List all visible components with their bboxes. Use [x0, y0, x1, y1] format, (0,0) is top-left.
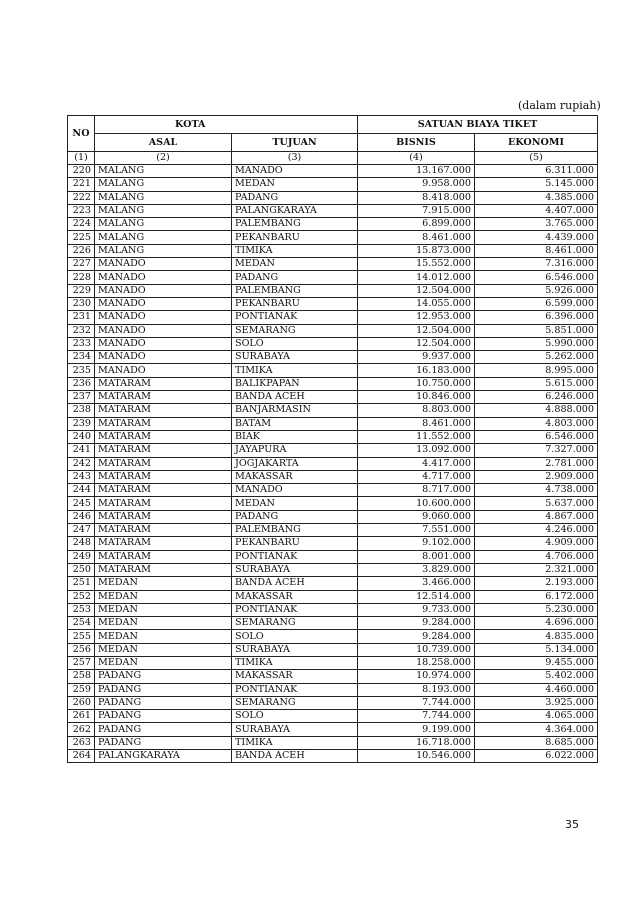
destination-city: MANADO: [232, 484, 358, 497]
table-row: [68, 231, 598, 244]
economy-fare: 5.230.000: [475, 603, 598, 616]
origin-city: PADANG: [95, 683, 232, 696]
economy-fare: 6.396.000: [475, 311, 598, 324]
origin-city: PADANG: [95, 736, 232, 749]
economy-fare: 2.909.000: [475, 470, 598, 483]
row-number: 258: [68, 670, 95, 683]
destination-city: MAKASSAR: [232, 670, 358, 683]
destination-city: PALEMBANG: [232, 218, 358, 231]
header-satuan-biaya: SATUAN BIAYA TIKET: [358, 116, 598, 134]
origin-city: MEDAN: [95, 603, 232, 616]
business-fare: 12.504.000: [358, 337, 475, 350]
row-number: 252: [68, 590, 95, 603]
business-fare: 7.915.000: [358, 204, 475, 217]
table-row: [68, 736, 598, 749]
destination-city: SEMARANG: [232, 324, 358, 337]
destination-city: JAYAPURA: [232, 444, 358, 457]
economy-fare: 4.065.000: [475, 710, 598, 723]
business-fare: 9.102.000: [358, 537, 475, 550]
column-number: (4): [358, 152, 475, 165]
business-fare: 9.060.000: [358, 510, 475, 523]
destination-city: BIAK: [232, 430, 358, 443]
destination-city: TIMIKA: [232, 736, 358, 749]
row-number: 233: [68, 337, 95, 350]
economy-fare: 5.990.000: [475, 337, 598, 350]
table-row: [68, 510, 598, 523]
origin-city: MANADO: [95, 297, 232, 310]
table-row: [68, 204, 598, 217]
row-number: 246: [68, 510, 95, 523]
destination-city: SOLO: [232, 710, 358, 723]
economy-fare: 6.546.000: [475, 430, 598, 443]
row-number: 242: [68, 457, 95, 470]
destination-city: PONTIANAK: [232, 550, 358, 563]
origin-city: MATARAM: [95, 510, 232, 523]
table-row: [68, 550, 598, 563]
economy-fare: 5.262.000: [475, 351, 598, 364]
row-number: 228: [68, 271, 95, 284]
row-number: 239: [68, 417, 95, 430]
origin-city: MALANG: [95, 244, 232, 257]
economy-fare: 9.455.000: [475, 656, 598, 669]
column-number: (3): [232, 152, 358, 165]
origin-city: MALANG: [95, 204, 232, 217]
business-fare: 9.733.000: [358, 603, 475, 616]
business-fare: 9.284.000: [358, 630, 475, 643]
economy-fare: 6.599.000: [475, 297, 598, 310]
table-row: [68, 630, 598, 643]
row-number: 238: [68, 404, 95, 417]
origin-city: MATARAM: [95, 470, 232, 483]
business-fare: 10.546.000: [358, 750, 475, 763]
business-fare: 10.739.000: [358, 643, 475, 656]
business-fare: 7.551.000: [358, 524, 475, 537]
row-number: 231: [68, 311, 95, 324]
row-number: 245: [68, 497, 95, 510]
business-fare: 16.183.000: [358, 364, 475, 377]
business-fare: 12.504.000: [358, 324, 475, 337]
row-number: 254: [68, 617, 95, 630]
destination-city: TIMIKA: [232, 364, 358, 377]
business-fare: 14.055.000: [358, 297, 475, 310]
economy-fare: 5.851.000: [475, 324, 598, 337]
origin-city: PADANG: [95, 710, 232, 723]
table-row: [68, 444, 598, 457]
destination-city: BANDA ACEH: [232, 750, 358, 763]
destination-city: BALIKPAPAN: [232, 377, 358, 390]
origin-city: MANADO: [95, 311, 232, 324]
economy-fare: 4.385.000: [475, 191, 598, 204]
economy-fare: 4.407.000: [475, 204, 598, 217]
destination-city: PALEMBANG: [232, 524, 358, 537]
origin-city: MALANG: [95, 165, 232, 178]
business-fare: 3.829.000: [358, 563, 475, 576]
column-number-row: [68, 152, 598, 165]
table-row: [68, 577, 598, 590]
business-fare: 10.600.000: [358, 497, 475, 510]
origin-city: MANADO: [95, 351, 232, 364]
origin-city: PADANG: [95, 723, 232, 736]
origin-city: MANADO: [95, 324, 232, 337]
origin-city: PADANG: [95, 696, 232, 709]
origin-city: MATARAM: [95, 417, 232, 430]
business-fare: 8.461.000: [358, 231, 475, 244]
economy-fare: 4.246.000: [475, 524, 598, 537]
business-fare: 12.514.000: [358, 590, 475, 603]
row-number: 241: [68, 444, 95, 457]
economy-fare: 4.888.000: [475, 404, 598, 417]
origin-city: PADANG: [95, 670, 232, 683]
economy-fare: 7.316.000: [475, 258, 598, 271]
row-number: 227: [68, 258, 95, 271]
destination-city: TIMIKA: [232, 656, 358, 669]
business-fare: 12.953.000: [358, 311, 475, 324]
origin-city: MATARAM: [95, 457, 232, 470]
economy-fare: 5.402.000: [475, 670, 598, 683]
table-row: [68, 670, 598, 683]
origin-city: MALANG: [95, 178, 232, 191]
origin-city: MATARAM: [95, 484, 232, 497]
origin-city: MATARAM: [95, 497, 232, 510]
origin-city: MATARAM: [95, 563, 232, 576]
business-fare: 11.552.000: [358, 430, 475, 443]
economy-fare: 4.706.000: [475, 550, 598, 563]
table-row: [68, 165, 598, 178]
row-number: 224: [68, 218, 95, 231]
destination-city: BANDA ACEH: [232, 391, 358, 404]
economy-fare: 4.364.000: [475, 723, 598, 736]
destination-city: SOLO: [232, 337, 358, 350]
origin-city: MATARAM: [95, 524, 232, 537]
row-number: 262: [68, 723, 95, 736]
table-row: [68, 391, 598, 404]
destination-city: MEDAN: [232, 258, 358, 271]
table-row: [68, 417, 598, 430]
origin-city: MATARAM: [95, 444, 232, 457]
table-row: [68, 271, 598, 284]
destination-city: PALANGKARAYA: [232, 204, 358, 217]
table-row: [68, 364, 598, 377]
economy-fare: 6.246.000: [475, 391, 598, 404]
origin-city: MATARAM: [95, 404, 232, 417]
destination-city: SURABAYA: [232, 563, 358, 576]
table-row: [68, 377, 598, 390]
business-fare: 16.718.000: [358, 736, 475, 749]
economy-fare: 4.803.000: [475, 417, 598, 430]
destination-city: PEKANBARU: [232, 231, 358, 244]
table-row: [68, 683, 598, 696]
origin-city: MALANG: [95, 231, 232, 244]
table-row: [68, 470, 598, 483]
destination-city: SEMARANG: [232, 617, 358, 630]
row-number: 225: [68, 231, 95, 244]
row-number: 234: [68, 351, 95, 364]
business-fare: 7.744.000: [358, 696, 475, 709]
table-row: [68, 484, 598, 497]
destination-city: PEKANBARU: [232, 297, 358, 310]
destination-city: SOLO: [232, 630, 358, 643]
economy-fare: 4.867.000: [475, 510, 598, 523]
economy-fare: 3.765.000: [475, 218, 598, 231]
economy-fare: 6.311.000: [475, 165, 598, 178]
row-number: 226: [68, 244, 95, 257]
table-row: [68, 337, 598, 350]
header-ekonomi: EKONOMI: [475, 134, 598, 152]
origin-city: MANADO: [95, 364, 232, 377]
origin-city: MATARAM: [95, 550, 232, 563]
destination-city: TIMIKA: [232, 244, 358, 257]
table-row: [68, 404, 598, 417]
destination-city: MANADO: [232, 165, 358, 178]
business-fare: 9.958.000: [358, 178, 475, 191]
row-number: 248: [68, 537, 95, 550]
table-row: [68, 656, 598, 669]
origin-city: MANADO: [95, 258, 232, 271]
business-fare: 18.258.000: [358, 656, 475, 669]
origin-city: MEDAN: [95, 577, 232, 590]
row-number: 249: [68, 550, 95, 563]
table-row: [68, 284, 598, 297]
destination-city: SURABAYA: [232, 723, 358, 736]
destination-city: SURABAYA: [232, 643, 358, 656]
row-number: 247: [68, 524, 95, 537]
origin-city: MEDAN: [95, 617, 232, 630]
business-fare: 8.803.000: [358, 404, 475, 417]
row-number: 223: [68, 204, 95, 217]
business-fare: 13.167.000: [358, 165, 475, 178]
origin-city: MATARAM: [95, 377, 232, 390]
business-fare: 6.899.000: [358, 218, 475, 231]
business-fare: 8.001.000: [358, 550, 475, 563]
table-row: [68, 524, 598, 537]
economy-fare: 5.145.000: [475, 178, 598, 191]
business-fare: 8.418.000: [358, 191, 475, 204]
destination-city: SEMARANG: [232, 696, 358, 709]
business-fare: 10.846.000: [358, 391, 475, 404]
column-number: (1): [68, 152, 95, 165]
table-row: [68, 430, 598, 443]
row-number: 220: [68, 165, 95, 178]
row-number: 240: [68, 430, 95, 443]
economy-fare: 5.637.000: [475, 497, 598, 510]
table-row: [68, 537, 598, 550]
table-row: [68, 178, 598, 191]
destination-city: BANJARMASIN: [232, 404, 358, 417]
destination-city: MEDAN: [232, 497, 358, 510]
destination-city: PADANG: [232, 510, 358, 523]
column-number: (5): [475, 152, 598, 165]
table-row: [68, 258, 598, 271]
header-kota: KOTA: [95, 116, 358, 134]
row-number: 236: [68, 377, 95, 390]
origin-city: MEDAN: [95, 643, 232, 656]
row-number: 221: [68, 178, 95, 191]
business-fare: 8.717.000: [358, 484, 475, 497]
table-body: [68, 152, 598, 763]
economy-fare: 5.926.000: [475, 284, 598, 297]
business-fare: 9.937.000: [358, 351, 475, 364]
business-fare: 4.717.000: [358, 470, 475, 483]
table-row: [68, 244, 598, 257]
row-number: 232: [68, 324, 95, 337]
destination-city: BATAM: [232, 417, 358, 430]
destination-city: SURABAYA: [232, 351, 358, 364]
destination-city: PONTIANAK: [232, 311, 358, 324]
row-number: 250: [68, 563, 95, 576]
table-row: [68, 457, 598, 470]
row-number: 255: [68, 630, 95, 643]
economy-fare: 4.835.000: [475, 630, 598, 643]
economy-fare: 4.696.000: [475, 617, 598, 630]
origin-city: MALANG: [95, 218, 232, 231]
economy-fare: 5.615.000: [475, 377, 598, 390]
row-number: 264: [68, 750, 95, 763]
table-row: [68, 191, 598, 204]
economy-fare: 4.460.000: [475, 683, 598, 696]
business-fare: 10.750.000: [358, 377, 475, 390]
destination-city: PADANG: [232, 191, 358, 204]
economy-fare: 7.327.000: [475, 444, 598, 457]
economy-fare: 2.321.000: [475, 563, 598, 576]
table-row: [68, 643, 598, 656]
economy-fare: 8.685.000: [475, 736, 598, 749]
business-fare: 7.744.000: [358, 710, 475, 723]
destination-city: MAKASSAR: [232, 470, 358, 483]
row-number: 237: [68, 391, 95, 404]
header-tujuan: TUJUAN: [232, 134, 358, 152]
header-row-2: [68, 134, 598, 152]
business-fare: 4.417.000: [358, 457, 475, 470]
economy-fare: 6.172.000: [475, 590, 598, 603]
row-number: 263: [68, 736, 95, 749]
table-row: [68, 590, 598, 603]
business-fare: 9.199.000: [358, 723, 475, 736]
row-number: 235: [68, 364, 95, 377]
business-fare: 9.284.000: [358, 617, 475, 630]
origin-city: MEDAN: [95, 630, 232, 643]
row-number: 251: [68, 577, 95, 590]
row-number: 244: [68, 484, 95, 497]
business-fare: 10.974.000: [358, 670, 475, 683]
header-bisnis: BISNIS: [358, 134, 475, 152]
column-number: (2): [95, 152, 232, 165]
table-row: [68, 710, 598, 723]
row-number: 256: [68, 643, 95, 656]
destination-city: MEDAN: [232, 178, 358, 191]
table-row: [68, 311, 598, 324]
table-row: [68, 324, 598, 337]
economy-fare: 3.925.000: [475, 696, 598, 709]
row-number: 243: [68, 470, 95, 483]
economy-fare: 8.461.000: [475, 244, 598, 257]
origin-city: PALANGKARAYA: [95, 750, 232, 763]
business-fare: 3.466.000: [358, 577, 475, 590]
origin-city: MANADO: [95, 337, 232, 350]
destination-city: PONTIANAK: [232, 603, 358, 616]
ticket-fare-table: [67, 115, 598, 763]
row-number: 253: [68, 603, 95, 616]
economy-fare: 5.134.000: [475, 643, 598, 656]
economy-fare: 8.995.000: [475, 364, 598, 377]
economy-fare: 6.546.000: [475, 271, 598, 284]
origin-city: MATARAM: [95, 391, 232, 404]
economy-fare: 4.439.000: [475, 231, 598, 244]
row-number: 259: [68, 683, 95, 696]
unit-note: (dalam rupiah): [518, 99, 601, 112]
destination-city: PEKANBARU: [232, 537, 358, 550]
table-row: [68, 723, 598, 736]
row-number: 261: [68, 710, 95, 723]
page-number: 35: [565, 818, 579, 831]
economy-fare: 6.022.000: [475, 750, 598, 763]
header-row-1: [68, 116, 598, 134]
origin-city: MANADO: [95, 271, 232, 284]
row-number: 222: [68, 191, 95, 204]
destination-city: PONTIANAK: [232, 683, 358, 696]
economy-fare: 2.781.000: [475, 457, 598, 470]
destination-city: BANDA ACEH: [232, 577, 358, 590]
table-row: [68, 297, 598, 310]
table-row: [68, 351, 598, 364]
table-row: [68, 603, 598, 616]
origin-city: MEDAN: [95, 656, 232, 669]
origin-city: MATARAM: [95, 537, 232, 550]
row-number: 230: [68, 297, 95, 310]
origin-city: MANADO: [95, 284, 232, 297]
row-number: 257: [68, 656, 95, 669]
business-fare: 8.193.000: [358, 683, 475, 696]
business-fare: 15.552.000: [358, 258, 475, 271]
row-number: 229: [68, 284, 95, 297]
table-row: [68, 497, 598, 510]
row-number: 260: [68, 696, 95, 709]
header-no: NO: [68, 116, 95, 152]
origin-city: MEDAN: [95, 590, 232, 603]
table-row: [68, 563, 598, 576]
economy-fare: 4.738.000: [475, 484, 598, 497]
business-fare: 14.012.000: [358, 271, 475, 284]
origin-city: MALANG: [95, 191, 232, 204]
destination-city: JOGJAKARTA: [232, 457, 358, 470]
table-row: [68, 218, 598, 231]
business-fare: 12.504.000: [358, 284, 475, 297]
business-fare: 8.461.000: [358, 417, 475, 430]
business-fare: 15.873.000: [358, 244, 475, 257]
table-row: [68, 617, 598, 630]
origin-city: MATARAM: [95, 430, 232, 443]
destination-city: PADANG: [232, 271, 358, 284]
table-row: [68, 750, 598, 763]
table-row: [68, 696, 598, 709]
destination-city: MAKASSAR: [232, 590, 358, 603]
destination-city: PALEMBANG: [232, 284, 358, 297]
business-fare: 13.092.000: [358, 444, 475, 457]
economy-fare: 4.909.000: [475, 537, 598, 550]
economy-fare: 2.193.000: [475, 577, 598, 590]
header-asal: ASAL: [95, 134, 232, 152]
